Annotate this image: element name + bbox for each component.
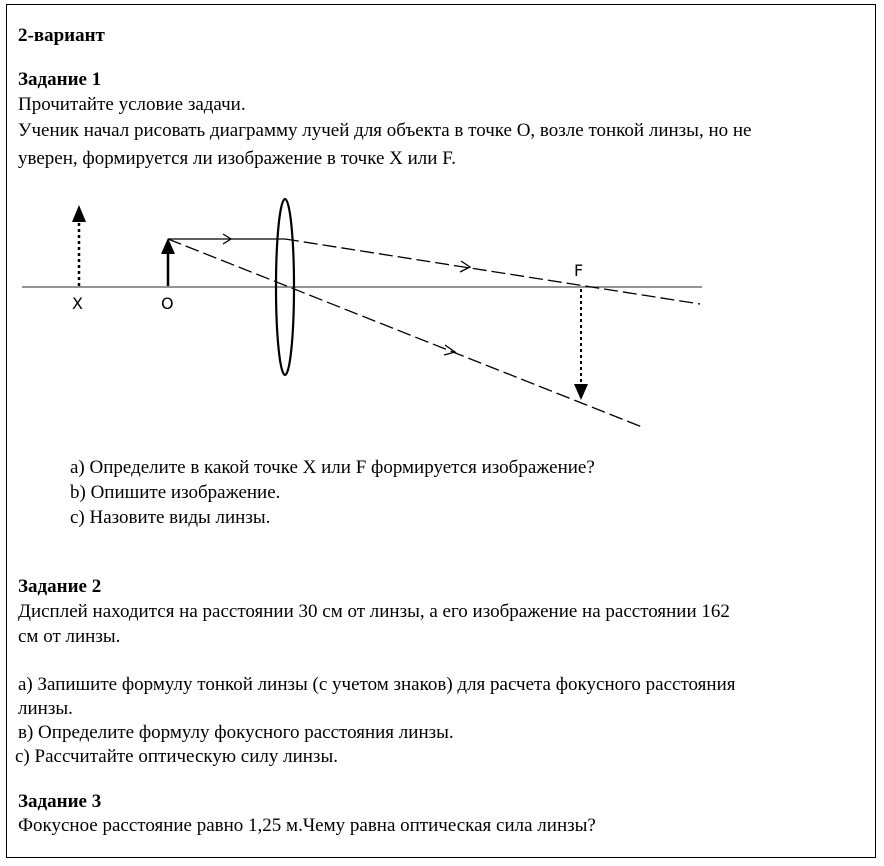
task1-intro: Прочитайте условие задачи. [18,94,246,115]
task2-text-line2: см от линзы. [18,626,121,647]
task1-title: Задание 1 [18,69,102,90]
variant-title: 2-вариант [18,25,105,46]
task3-text: Фокусное расстояние равно 1,25 м.Чему равна оптическая сила линзы? [18,815,596,836]
task1-text-line1: Ученик начал рисовать диаграмму лучей для объекта в точке O, возле тонкой линзы, но не [18,120,752,141]
task1-question-b: b) Опишите изображение. [70,482,281,503]
ray-central-arrow [444,345,455,355]
image-x-arrow-head [72,205,86,222]
task1-question-c: c) Назовите виды линзы. [70,507,271,528]
ray-central [168,239,642,427]
task2-question-a-line1: а) Запишите формулу тонкой линзы (с учетом знаков) для расчета фокусного расстояния [18,674,736,695]
task2-question-a-line2: линзы. [18,698,73,719]
task3-title: Задание 3 [18,791,102,812]
ray-refracted [285,239,700,304]
task2-title: Задание 2 [18,576,102,597]
label-f: F [574,261,584,280]
label-o: O [161,294,174,313]
task2-question-b: в) Определите формулу фокусного расстояния линзы. [18,722,454,743]
task2-text-line1: Дисплей находится на расстоянии 30 см от линзы, а его изображение на расстоянии 162 [18,601,730,622]
task1-question-a: a) Определите в какой точке X или F формируется изображение? [70,457,595,478]
label-x: X [72,294,83,313]
task1-text-line2: уверен, формируется ли изображение в точке X или F. [18,148,457,169]
task2-question-c: с) Рассчитайте оптическую силу линзы. [15,746,338,767]
image-f-arrow-head [574,384,588,400]
